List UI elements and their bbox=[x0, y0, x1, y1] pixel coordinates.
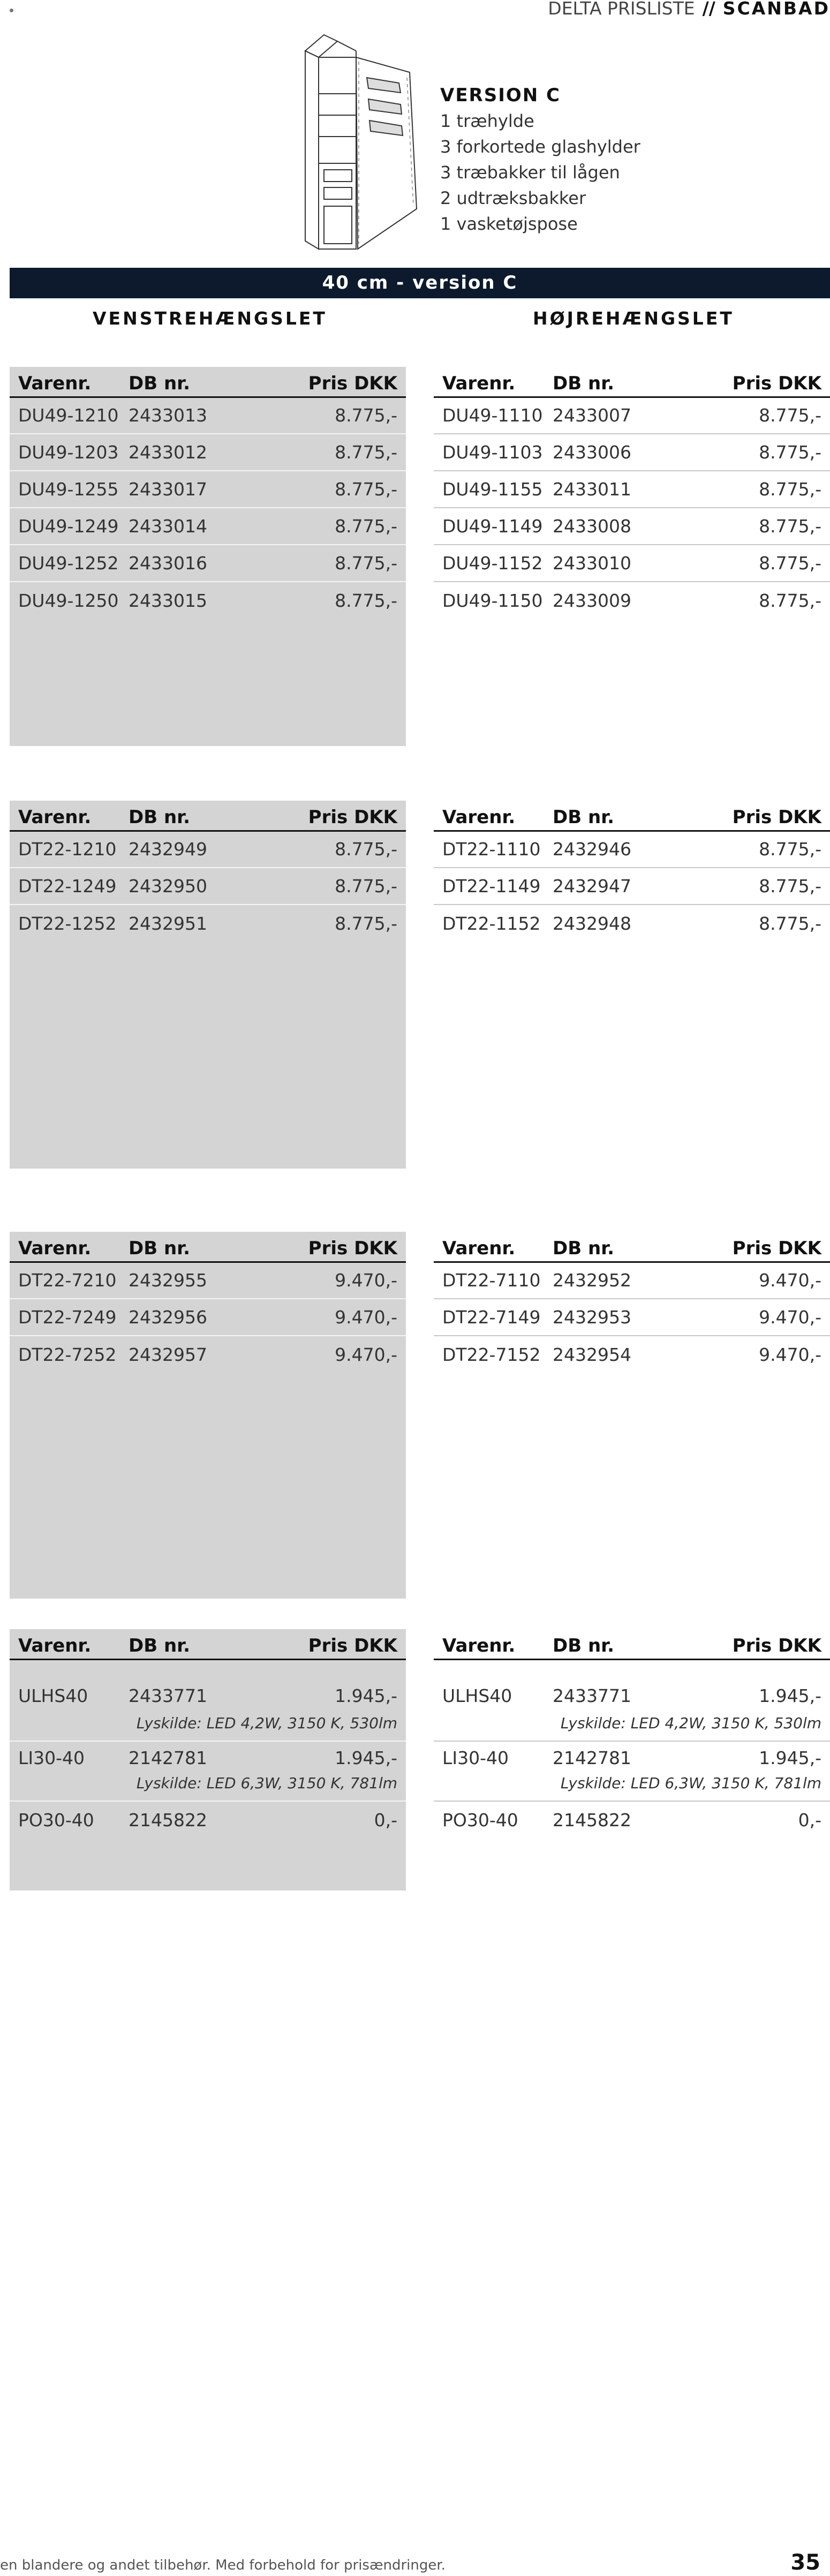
table-row: DT22-7152 2432954 9.470,- bbox=[442, 1344, 821, 1365]
table-row: ULHS40 2433771 1.945,- bbox=[442, 1685, 821, 1706]
table-row: LI30-40 2142781 1.945,- bbox=[442, 1748, 821, 1768]
page-header bbox=[548, 0, 830, 17]
table-row: DU49-1250 2433015 8.775,- bbox=[18, 590, 397, 611]
table-row: PO30-40 2145822 0,- bbox=[442, 1809, 821, 1831]
col-header: DB nr. bbox=[553, 1232, 703, 1262]
table-row: DT22-1110 2432946 8.775,- bbox=[434, 831, 830, 868]
version-title: VERSION C bbox=[440, 85, 561, 106]
col-header: DB nr. bbox=[129, 367, 278, 397]
header-brand: DELTA PRISLISTE bbox=[548, 0, 695, 19]
col-header: Varenr. bbox=[434, 1232, 553, 1262]
version-description bbox=[440, 85, 640, 237]
table-row: DU49-1249 2433014 8.775,- bbox=[10, 508, 406, 545]
version-line: 2 udtræksbakker bbox=[440, 188, 586, 208]
table-row: DU49-1252 2433016 8.775,- bbox=[10, 545, 406, 582]
lighting-table-right bbox=[434, 1629, 830, 1890]
table-row: DT22-7249 2432956 9.470,- bbox=[10, 1299, 406, 1336]
col-header: Pris DKK bbox=[278, 1232, 406, 1262]
col-header: DB nr. bbox=[129, 1232, 278, 1262]
table-row: DU49-1110 2433007 8.775,- bbox=[434, 397, 830, 434]
table-row: DT22-7252 2432957 9.470,- bbox=[18, 1344, 397, 1365]
table-row: DU49-1155 2433011 8.775,- bbox=[434, 471, 830, 508]
lighting-table-left bbox=[10, 1629, 406, 1890]
version-line: 1 træhylde bbox=[440, 111, 534, 131]
table-row: DU49-1210 2433013 8.775,- bbox=[10, 397, 406, 434]
table-row: DU49-1103 2433006 8.775,- bbox=[434, 434, 830, 471]
col-header: Varenr. bbox=[10, 801, 129, 831]
table-row: DT22-7110 2432952 9.470,- bbox=[434, 1262, 830, 1299]
price-table-left bbox=[10, 1232, 406, 1599]
table-row: PO30-40 2145822 0,- bbox=[18, 1809, 397, 1831]
col-header: Pris DKK bbox=[703, 1232, 830, 1262]
table-row: DT22-1252 2432951 8.775,- bbox=[18, 913, 397, 934]
left-hinge-heading: VENSTREHÆNGSLET bbox=[93, 308, 327, 329]
version-line: 1 vasketøjspose bbox=[440, 214, 578, 234]
table-row: DU49-1203 2433012 8.775,- bbox=[10, 434, 406, 471]
col-header: Varenr. bbox=[434, 367, 553, 397]
col-header: DB nr. bbox=[129, 1629, 278, 1659]
cabinet-illustration bbox=[300, 29, 423, 257]
price-table-right bbox=[434, 1232, 830, 1371]
table-row: DU49-1149 2433008 8.775,- bbox=[434, 508, 830, 545]
col-header: Varenr. bbox=[10, 367, 129, 397]
page-number: 35 bbox=[790, 2550, 820, 2575]
light-source-note: Lyskilde: LED 4,2W, 3150 K, 530lm bbox=[10, 1714, 406, 1741]
price-table-right bbox=[434, 367, 830, 619]
table-row: DU49-1255 2433017 8.775,- bbox=[10, 471, 406, 508]
col-header: Pris DKK bbox=[703, 1629, 830, 1659]
col-header: Varenr. bbox=[434, 1629, 553, 1659]
col-header: DB nr. bbox=[553, 801, 703, 831]
col-header: Varenr. bbox=[10, 1629, 129, 1659]
table-row: DT22-1249 2432950 8.775,- bbox=[10, 868, 406, 905]
col-header: DB nr. bbox=[553, 1629, 703, 1659]
table-row: DU49-1150 2433009 8.775,- bbox=[442, 590, 821, 611]
table-row: DT22-7149 2432953 9.470,- bbox=[434, 1299, 830, 1336]
header-company: SCANBAD bbox=[722, 0, 830, 19]
col-header: Pris DKK bbox=[703, 367, 830, 397]
footer-disclaimer: en blandere og andet tilbehør. Med forbehold for prisændringer. bbox=[0, 2557, 446, 2573]
version-line: 3 forkortede glashylder bbox=[440, 137, 640, 157]
col-header: Pris DKK bbox=[278, 801, 406, 831]
col-header: Pris DKK bbox=[278, 1629, 406, 1659]
price-table-right bbox=[434, 801, 830, 940]
size-banner: 40 cm - version C bbox=[10, 268, 830, 298]
price-table-left bbox=[10, 367, 406, 746]
version-line: 3 træbakker til lågen bbox=[440, 162, 620, 183]
col-header: Varenr. bbox=[434, 801, 553, 831]
table-row: ULHS40 2433771 1.945,- bbox=[18, 1685, 397, 1706]
light-source-note: Lyskilde: LED 6,3W, 3150 K, 781lm bbox=[10, 1774, 406, 1801]
light-source-note: Lyskilde: LED 6,3W, 3150 K, 781lm bbox=[434, 1774, 830, 1801]
col-header: Pris DKK bbox=[278, 367, 406, 397]
col-header: Pris DKK bbox=[703, 801, 830, 831]
table-row: DT22-1152 2432948 8.775,- bbox=[442, 913, 821, 934]
col-header: DB nr. bbox=[553, 367, 703, 397]
table-row: DT22-1149 2432947 8.775,- bbox=[434, 868, 830, 905]
col-header: DB nr. bbox=[129, 801, 278, 831]
right-hinge-heading: HØJREHÆNGSLET bbox=[533, 308, 734, 329]
table-row: DT22-1210 2432949 8.775,- bbox=[10, 831, 406, 868]
table-row: DT22-7210 2432955 9.470,- bbox=[10, 1262, 406, 1299]
corner-dot bbox=[10, 9, 13, 12]
col-header: Varenr. bbox=[10, 1232, 129, 1262]
price-table-left bbox=[10, 801, 406, 1169]
table-row: DU49-1152 2433010 8.775,- bbox=[434, 545, 830, 582]
table-row: LI30-40 2142781 1.945,- bbox=[18, 1748, 397, 1768]
light-source-note: Lyskilde: LED 4,2W, 3150 K, 530lm bbox=[434, 1714, 830, 1741]
header-separator: // bbox=[702, 0, 715, 19]
